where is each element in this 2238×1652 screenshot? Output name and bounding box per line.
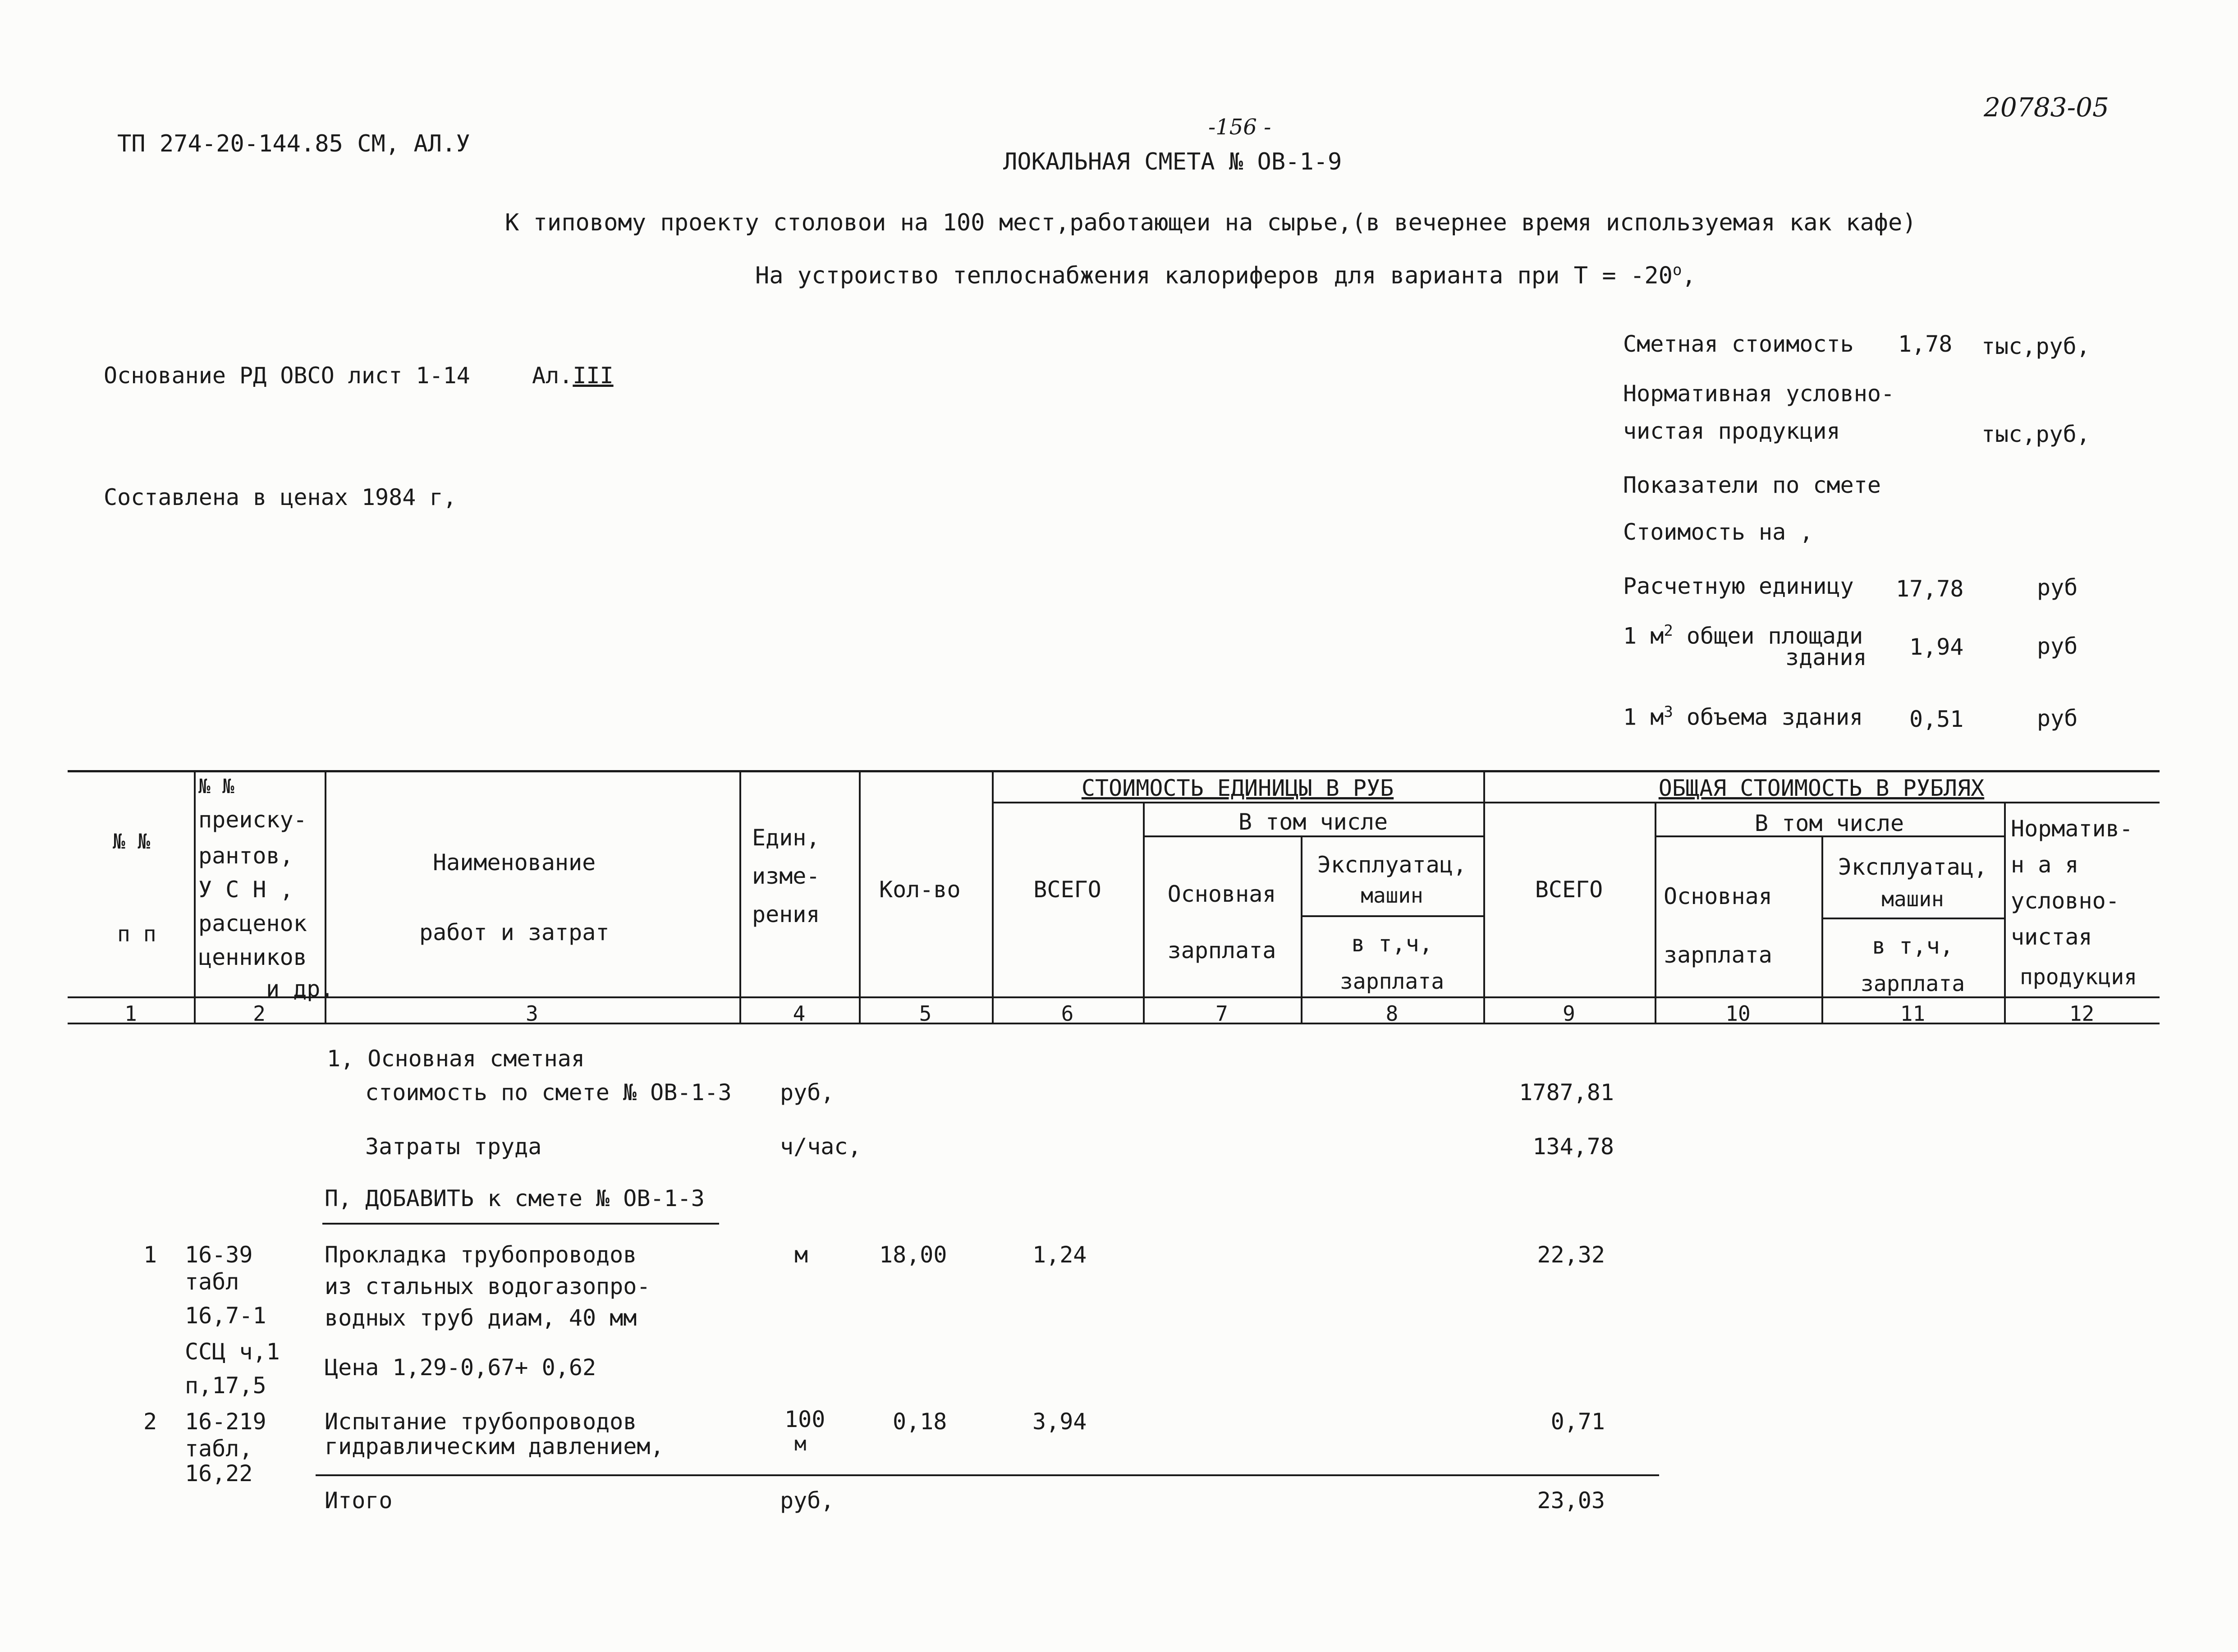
section1-title-line2: стоимость по смете № ОВ-1-3 (365, 1079, 732, 1106)
section1-total: 1787,81 (1519, 1079, 1614, 1106)
row2-number: 2 (143, 1409, 157, 1435)
unit-total-header: ВСЕГО (1033, 876, 1101, 903)
col-code-header-6: ценников (198, 944, 307, 970)
unit-machine-header-line2: машин (1361, 883, 1423, 908)
row1-qty: 18,00 (879, 1242, 947, 1268)
document-purpose: На устроиство теплоснабжения калориферов для варианта при $Т = -20^о$, (755, 261, 1696, 289)
total-wage-header: Основная (1664, 883, 1772, 909)
row1-code-3: 16,7-1 (185, 1303, 266, 1329)
col-code-header-3: рантов, (198, 843, 294, 869)
col-code-header-7: и др. (266, 976, 334, 1002)
section2-title: П, ДОБАВИТЬ к смете № ОВ-1-3 (325, 1185, 705, 1211)
col-number-11: 11 (1900, 1001, 1926, 1026)
labor-label: Затраты труда (365, 1133, 542, 1160)
total-cost-group-header: ОБЩАЯ СТОИМОСТЬ В РУБЛЯХ (1658, 775, 1985, 801)
section1-unit: руб, (780, 1079, 835, 1106)
unit-machine-wage-header-line2: зарплата (1339, 969, 1445, 994)
normative-label-line2: чистая продукция (1623, 418, 1840, 444)
col-code-header-5: расценок (198, 910, 307, 936)
normative-unit: тыс,руб, (1981, 421, 2090, 447)
row2-code-1: 16-219 (185, 1409, 266, 1435)
volume-unit: руб (2037, 705, 2078, 731)
total-machine-header-line2: машин (1881, 887, 1944, 911)
col-unit-header-1: Един, (752, 825, 820, 851)
document-title: ЛОКАЛЬНАЯ СМЕТА № ОВ-1-9 (1003, 148, 1342, 175)
row1-code-1: 16-39 (185, 1242, 253, 1268)
album-label: Ал.III (532, 363, 614, 389)
total-incl-header: В том числе (1754, 810, 1904, 836)
total-machine-wage-header-line2: зарплата (1860, 971, 1965, 996)
area-unit: руб (2037, 633, 2078, 659)
col-num-header: № № (113, 829, 151, 854)
estimated-cost-value: 1,78 (1898, 331, 1953, 357)
unit-cost-value: 17,78 (1896, 576, 1964, 602)
estimated-cost-label: Сметная стоимость (1623, 331, 1854, 357)
total-unit: руб, (780, 1487, 835, 1514)
col-number-2: 2 (253, 1001, 266, 1026)
grand-total: 23,03 (1537, 1487, 1605, 1514)
labor-total: 134,78 (1532, 1133, 1614, 1160)
norm-header-3: условно- (2011, 888, 2119, 914)
row1-code-5: п,17,5 (185, 1372, 266, 1399)
norm-header-2: н а я (2011, 852, 2079, 878)
prices-basis: Составлена в ценах 1984 г, (104, 484, 457, 510)
area-value: 1,94 (1909, 634, 1964, 660)
norm-header-4: чистая (2011, 924, 2092, 950)
total-label: Итого (325, 1487, 393, 1514)
unit-machine-wage-header: в т,ч, (1351, 931, 1433, 957)
unit-wage-header: Основная (1167, 881, 1276, 907)
row2-code-3: 16,22 (185, 1460, 253, 1487)
row2-total: 0,71 (1550, 1409, 1605, 1435)
col-number-3: 3 (526, 1001, 538, 1026)
row1-name-3: водных труб диам, 40 мм (325, 1305, 637, 1331)
document-code: ТП 274-20-144.85 СМ, АЛ.У (117, 130, 470, 157)
normative-label-line1: Нормативная условно- (1623, 381, 1895, 407)
area-label-line2: здания (1785, 644, 1867, 670)
row1-price-note: Цена 1,29-0,67+ 0,62 (325, 1354, 596, 1381)
total-total-header: ВСЕГО (1535, 876, 1603, 903)
total-machine-header: Эксплуатац, (1838, 854, 1988, 880)
norm-header-5: продукция (2020, 964, 2137, 990)
document-subtitle: К типовому проекту столовои на 100 мест,работающеи на сырье,(в вечернее время используемая как кафе) (505, 209, 1917, 236)
row1-total: 22,32 (1537, 1242, 1605, 1268)
col-number-1: 1 (124, 1001, 137, 1026)
volume-value: 0,51 (1909, 706, 1964, 732)
estimated-cost-unit: тыс,руб, (1981, 333, 2090, 359)
col-code-header-4: У С Н , (198, 876, 294, 903)
row1-name-1: Прокладка трубопроводов (325, 1242, 637, 1268)
row2-unit-price: 3,94 (1032, 1409, 1087, 1435)
row2-unit: 100 (784, 1406, 825, 1432)
row2-code-2: табл, (185, 1436, 253, 1462)
row1-name-2: из стальных водогазопро- (325, 1273, 651, 1299)
col-number-7: 7 (1215, 1001, 1228, 1026)
unit-machine-header: Эксплуатац, (1317, 852, 1467, 878)
col-unit-header-2: изме- (752, 863, 820, 889)
col-unit-header-3: рения (752, 901, 820, 927)
total-wage-header-line2: зарплата (1664, 942, 1772, 968)
row2-unit-line2: м (794, 1432, 807, 1455)
col-code-header-2: преиску- (198, 807, 307, 833)
col-number-4: 4 (793, 1001, 806, 1026)
row1-number: 1 (143, 1242, 157, 1268)
col-number-6: 6 (1061, 1001, 1074, 1026)
volume-label: 1 $м^3$ объема здания (1623, 703, 1863, 730)
col-name-header: Наименование (433, 849, 596, 876)
col-number-5: 5 (919, 1001, 932, 1026)
archive-number: 20783-05 (1984, 92, 2109, 123)
col-number-10: 10 (1725, 1001, 1751, 1026)
labor-unit: ч/час, (780, 1133, 862, 1160)
norm-header-1: Норматив- (2011, 816, 2133, 842)
unit-cost-group-header: СТОИМОСТЬ ЕДИНИЦЫ В РУБ (1081, 775, 1394, 801)
unit-wage-header-line2: зарплата (1167, 937, 1276, 964)
col-number-9: 9 (1563, 1001, 1575, 1026)
row1-unit: м (794, 1242, 808, 1268)
row2-name-2: гидравлическим давлением, (325, 1433, 664, 1459)
col-num-header-line2: п п (117, 922, 156, 947)
row2-qty: 0,18 (893, 1409, 947, 1435)
area-label: 1 $м^2$ общеи площади (1623, 622, 1863, 649)
section2-underline (322, 1223, 719, 1225)
unit-incl-header: В том числе (1238, 809, 1388, 835)
col-code-header-1: № № (198, 775, 234, 798)
col-name-header-line2: работ и затрат (419, 919, 610, 945)
row1-code-2: табл (185, 1269, 239, 1295)
unit-cost-label: Расчетную единицу (1623, 573, 1854, 599)
unit-cost-unit: руб (2037, 574, 2078, 601)
cost-per-label: Стоимость на , (1623, 519, 1813, 545)
col-qty-header: Кол-во (879, 876, 961, 903)
page-number: -156 - (1208, 115, 1271, 140)
total-machine-wage-header: в т,ч, (1872, 933, 1954, 959)
basis-label: Основание РД ОВСО лист 1-14 (104, 363, 470, 389)
section1-title: 1, Основная сметная (327, 1046, 585, 1072)
row2-name-1: Испытание трубопроводов (325, 1409, 637, 1435)
row1-code-4: ССЦ ч,1 (185, 1339, 280, 1365)
col-number-8: 8 (1385, 1001, 1399, 1026)
col-number-12: 12 (2069, 1001, 2095, 1026)
total-separator (316, 1474, 1659, 1476)
row1-unit-price: 1,24 (1032, 1242, 1087, 1268)
indicators-label: Показатели по смете (1623, 472, 1881, 498)
